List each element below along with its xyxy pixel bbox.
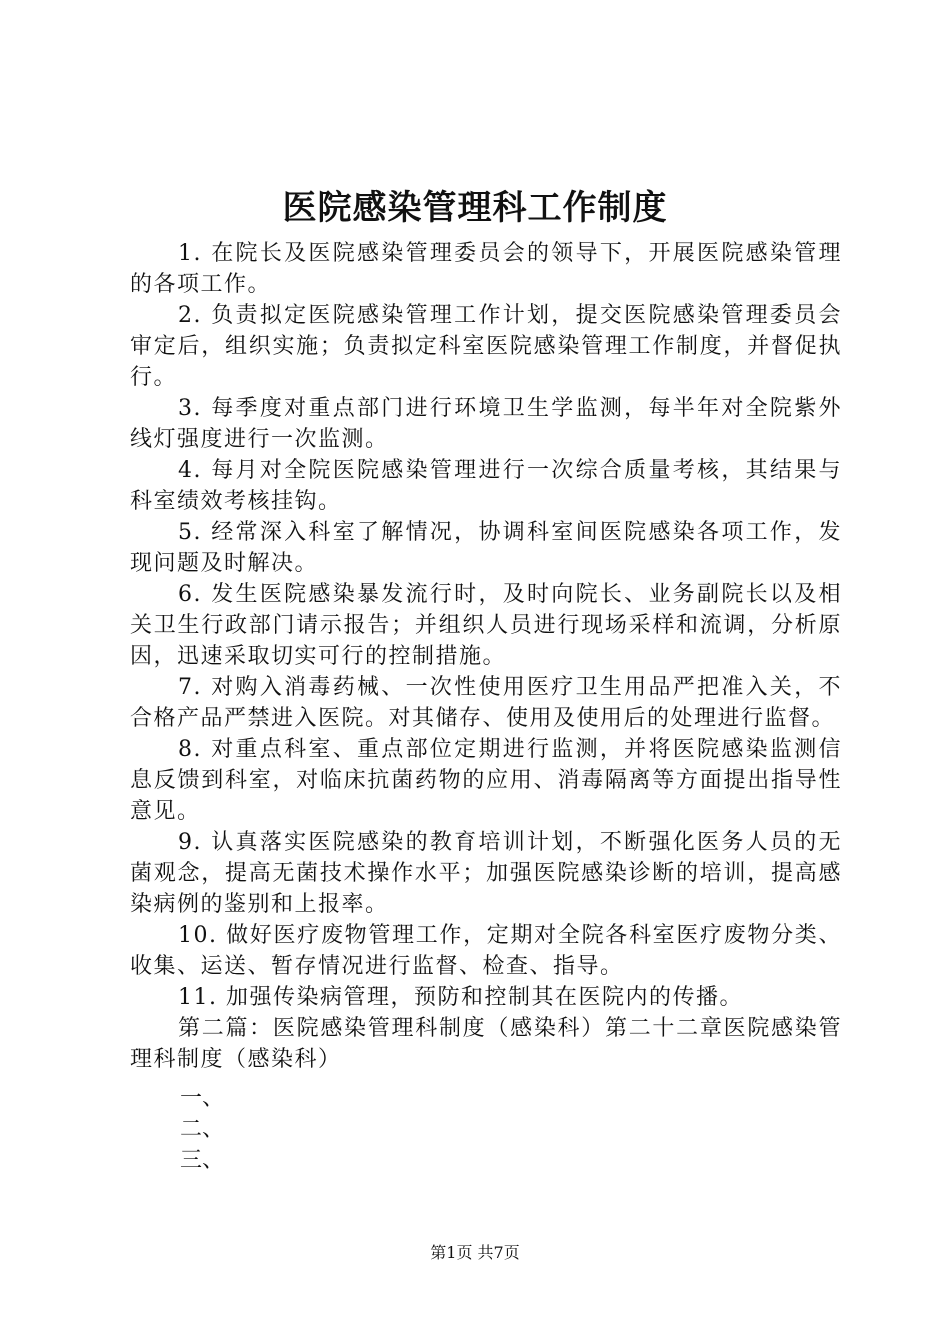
list-item: 一、 xyxy=(180,1086,225,1111)
paragraph-3: 3. 每季度对重点部门进行环境卫生学监测，每半年对全院紫外线灯强度进行一次监测。 xyxy=(130,396,842,452)
paragraph-2: 2. 负责拟定医院感染管理工作计划，提交医院感染管理委员会审定后，组织实施；负责拟定科室医院感染管理工作制度，并督促执行。 xyxy=(130,303,842,390)
paragraph-1: 1. 在院长及医院感染管理委员会的领导下，开展医院感染管理的各项工作。 xyxy=(130,241,842,297)
paragraph-10: 10. 做好医疗废物管理工作，定期对全院各科室医疗废物分类、收集、运送、暂存情况进行监督、检查、指导。 xyxy=(130,923,842,979)
paragraph-9: 9. 认真落实医院感染的教育培训计划，不断强化医务人员的无菌观念，提高无菌技术操作水平；加强医院感染诊断的培训，提高感染病例的鉴别和上报率。 xyxy=(130,830,842,917)
page-title: 医院感染管理科工作制度 xyxy=(282,188,668,228)
list-item: 二、 xyxy=(180,1117,225,1142)
document-body xyxy=(130,238,842,1176)
paragraph-6: 6. 发生医院感染暴发流行时，及时向院长、业务副院长以及相关卫生行政部门请示报告；并组织人员进行现场采样和流调，分析原因，迅速采取切实可行的控制措施。 xyxy=(130,582,842,669)
numbered-list xyxy=(130,1083,842,1176)
paragraph-5: 5. 经常深入科室了解情况，协调科室间医院感染各项工作，发现问题及时解决。 xyxy=(130,520,842,576)
paragraph-8: 8. 对重点科室、重点部位定期进行监测，并将医院感染监测信息反馈到科室，对临床抗菌药物的应用、消毒隔离等方面提出指导性意见。 xyxy=(130,737,842,824)
page-footer: 第1页 共7页 xyxy=(430,1243,520,1262)
paragraph-11: 11. 加强传染病管理，预防和控制其在医院内的传播。 xyxy=(178,985,743,1010)
paragraph-4: 4. 每月对全院医院感染管理进行一次综合质量考核，其结果与科室绩效考核挂钩。 xyxy=(130,458,842,514)
part-two-heading: 第二篇：医院感染管理科制度（感染科）第二十二章医院感染管理科制度（感染科） xyxy=(130,1016,842,1072)
paragraph-7: 7. 对购入消毒药械、一次性使用医疗卫生用品严把准入关，不合格产品严禁进入医院。对其储存、使用及使用后的处理进行监督。 xyxy=(130,675,842,731)
list-item: 三、 xyxy=(180,1148,225,1173)
